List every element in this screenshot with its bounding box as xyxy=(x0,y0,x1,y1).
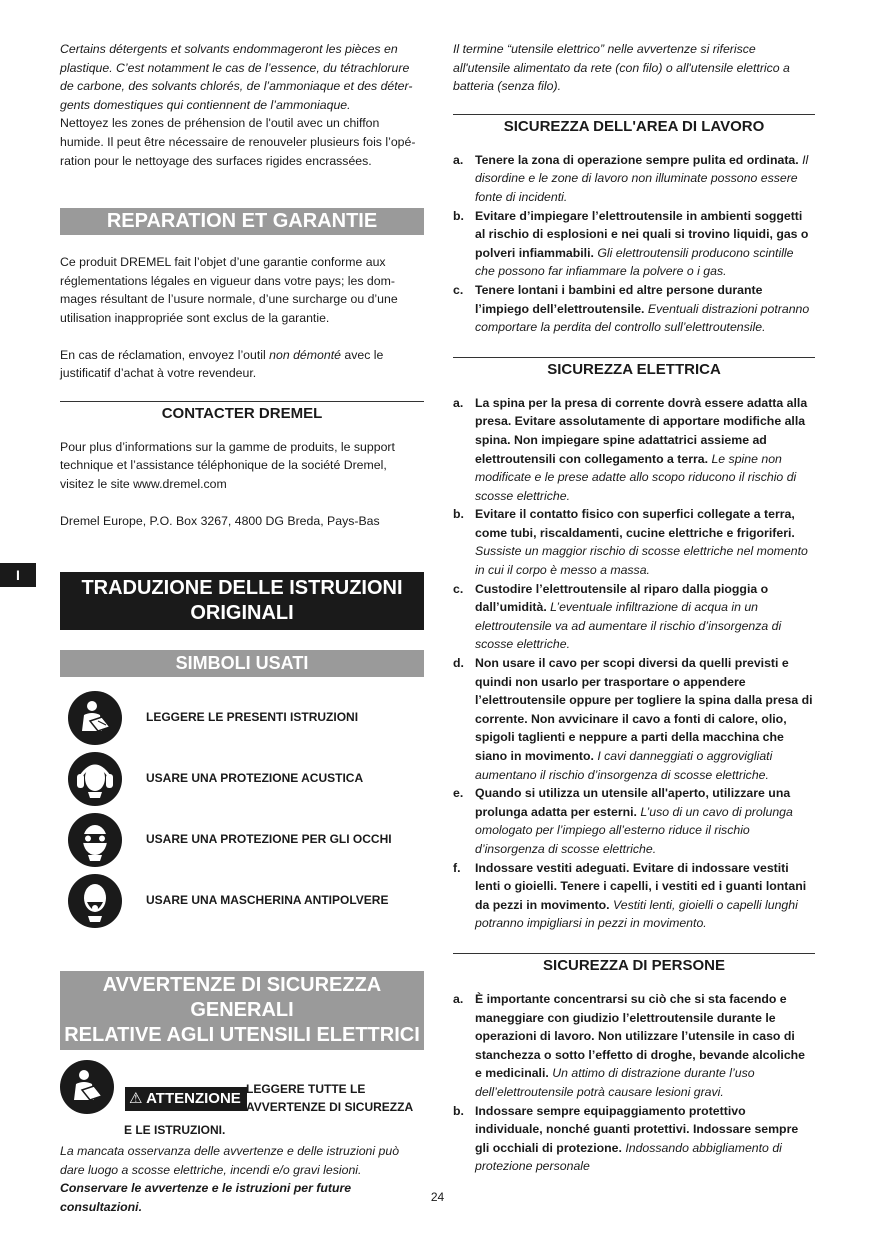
item-letter: b. xyxy=(453,1103,464,1118)
warning-consequence: La mancata osservanza delle avvertenze e delle istruzioni può dare luogo a scosse elettriche, incendi e/o gravi lesioni. xyxy=(60,1144,400,1177)
item-italic: Un attimo di distrazione durante l’uso dell’elettroutensile potrà causare lesioni gravi. xyxy=(475,1066,755,1099)
symbols-list xyxy=(60,687,424,931)
list-item xyxy=(453,654,815,784)
claim-text-emphasis: non démonté xyxy=(269,347,341,362)
read-manual-icon xyxy=(68,691,122,745)
read-manual-icon xyxy=(60,1060,114,1114)
electrical-heading: SICUREZZA ELETTRICA xyxy=(453,357,815,380)
translation-heading xyxy=(60,572,424,630)
symbol-row xyxy=(60,748,424,809)
item-italic: Gli elettroutensili producono scintille che possono far infiammare la polvere o i gas. xyxy=(475,245,794,279)
list-item xyxy=(453,1102,815,1176)
list-item xyxy=(453,394,815,506)
item-letter: a. xyxy=(453,395,464,410)
item-letter: c. xyxy=(453,282,464,297)
item-bold: Custodire l’elettroutensile al riparo dalla pioggia o dall’umidità. xyxy=(475,581,769,615)
item-bold: Evitare il contatto fisico con superfici collegate a terra, come tubi, riscaldamenti, cucine elettriche e frigoriferi. xyxy=(475,507,795,540)
contact-heading: CONTACTER DREMEL xyxy=(60,401,424,424)
list-item xyxy=(453,281,815,337)
symbols-heading: SIMBOLI USATI xyxy=(60,650,424,677)
list-item xyxy=(453,151,815,207)
item-letter: e. xyxy=(453,786,464,801)
item-bold: Quando si utilizza un utensile all'aperto, utilizzare una prolunga adatta per esterni. xyxy=(475,786,791,819)
contact-address: Dremel Europe, P.O. Box 3267, 4800 DG Breda, Pays-Bas xyxy=(60,513,380,528)
claim-text-b: avec le justificatif d’achat à votre revendeur. xyxy=(60,347,384,381)
symbol-row xyxy=(60,687,424,748)
item-letter: d. xyxy=(453,656,464,671)
item-letter: f. xyxy=(453,860,461,875)
item-letter: c. xyxy=(453,581,464,596)
work-area-heading: SICUREZZA DELL'AREA DI LAVORO xyxy=(453,114,815,137)
claim-text-a: En cas de réclamation, envoyez l’outil xyxy=(60,347,270,362)
eye-protection-icon xyxy=(68,813,122,867)
warning-triangle-icon: ⚠ xyxy=(129,1090,147,1108)
general-safety-heading-line1: AVVERTENZE DI SICUREZZA GENERALI xyxy=(102,974,382,1022)
item-italic: L’uso di un cavo di prolunga omologato per l’impiego all’esterno riduce il rischio d’insorgenza di scosse elettriche. xyxy=(475,804,793,856)
left-column xyxy=(60,40,424,1216)
attention-text: LEGGERE TUTTE LE AVVERTENZE DI SICUREZZA xyxy=(246,1082,414,1115)
item-italic: Indossando abbigliamento di protezione personale xyxy=(475,1140,782,1174)
cleaning-warning: Certains détergents et solvants endommageront les pièces en plastique. C’est notamment le cas de l’essence, du tétrachlorure de carbone, des solvants chlorés, de l’ammoniaque et des déter-gents domestiques qui contiennent de l’ammoniaque. xyxy=(60,42,413,112)
item-bold: Indossare sempre equipaggiamento protettivo individuale, nonché guanti protettivi. Indossare sempre gli occhiali di protezione. xyxy=(475,1103,799,1155)
warranty-paragraph: Ce produit DREMEL fait l’objet d’une garantie conforme aux réglementations légales en vigueur dans votre pays; les dom-mages résultant de l’usure normale, d’une surcharge ou d’une utilisation inappropriée sont exclus de la garantie. xyxy=(60,255,398,325)
symbol-label: LEGGERE LE PRESENTI ISTRUZIONI xyxy=(146,710,359,725)
warning-keep-instructions: Conservare le avvertenze e le istruzioni per future consultazioni. xyxy=(60,1181,352,1214)
cleaning-instructions: Nettoyez les zones de préhension de l'outil avec un chiffon humide. Il peut être nécessaire de renouveler plusieurs fois l’opé-ration pour le nettoyage des surfaces rigides encrassées. xyxy=(60,116,416,168)
item-italic: Il disordine e le zone di lavoro non illuminate possono essere fonte di incidenti. xyxy=(475,152,809,204)
item-bold: La spina per la presa di corrente dovrà essere adatta alla presa. Evitare assolutamente di apportare modifiche alla spina. Non impiegare spine adattatrici assieme ad elettroutensili con collegamento a terra. xyxy=(475,395,808,466)
item-italic: Le spine non modificate e le prese adatte allo scopo riducono il rischio di scosse elettriche. xyxy=(475,451,797,503)
item-italic: Eventuali distrazioni potranno comportare la perdita del controllo sull’elettroutensile. xyxy=(475,301,810,335)
contact-paragraph: Pour plus d’informations sur la gamme de produits, le support technique et l’assistance téléphonique de la société Dremel, visitez le site www.dremel.com xyxy=(60,439,395,491)
item-bold: Tenere lontani i bambini ed altre persone durante l’impiego dell’elettroutensile. xyxy=(475,282,763,316)
personal-safety-heading: SICUREZZA DI PERSONE xyxy=(453,953,815,976)
item-bold: È importante concentrarsi su ciò che si sta facendo e maneggiare con giudizio l’elettroutensile durante le operazioni di lavoro. Non utilizzare l’utensile in caso di stanchezza o sotto l’effetto di droghe, bevande alcoliche e medicinali. xyxy=(475,991,806,1081)
list-item xyxy=(453,580,815,654)
item-letter: a. xyxy=(453,991,464,1006)
symbol-label: USARE UNA PROTEZIONE ACUSTICA xyxy=(146,771,364,786)
item-italic: L’eventuale infiltrazione di acqua in un elettroutensile va ad aumentare il rischio d’insorgenza di scosse elettriche. xyxy=(475,600,782,652)
symbol-label: USARE UNA MASCHERINA ANTIPOLVERE xyxy=(146,893,389,908)
item-letter: a. xyxy=(453,152,464,167)
attention-text-continued: E LE ISTRUZIONI. xyxy=(124,1123,226,1138)
attention-block xyxy=(60,1060,424,1142)
dust-mask-icon xyxy=(68,874,122,928)
power-tool-definition: Il termine “utensile elettrico” nelle avvertenze si riferisce all'utensile alimentato da rete (con filo) o all'utensile elettrico a batteria (senza filo). xyxy=(453,42,790,94)
list-item xyxy=(453,784,815,858)
item-bold: Non usare il cavo per scopi diversi da quelli previsti e quindi non usarlo per trasportare o appendere l’elettroutensile oppure per togliere la spina dalla presa di corrente. Non avvicinare il cavo a fonti di calore, olio, spigoli taglienti e neppure a parti della macchina che siano in movimento. xyxy=(475,656,813,763)
attention-badge-label: ATTENZIONE xyxy=(146,1090,241,1108)
claim-paragraph xyxy=(60,346,424,383)
item-bold: Indossare vestiti adeguati. Evitare di indossare vestiti lenti o gioielli. Tenere i capelli, i vestiti ed i guanti lontani da pezzi in movimento. xyxy=(475,860,807,912)
item-italic: I cavi danneggiati o aggrovigliati aumentano il rischio d’insorgenza di scosse elettriche. xyxy=(475,749,773,782)
item-letter: b. xyxy=(453,208,464,223)
page-number: 24 xyxy=(430,1190,445,1204)
general-safety-heading-line2: RELATIVE AGLI UTENSILI ELETTRICI xyxy=(64,1024,420,1047)
symbol-label: USARE UNA PROTEZIONE PER GLI OCCHI xyxy=(146,832,392,847)
symbol-row xyxy=(60,809,424,870)
symbol-row xyxy=(60,870,424,931)
item-bold: Evitare d’impiegare l’elettroutensile in ambienti soggetti al rischio di esplosioni e nei quali si trovino liquidi, gas o polveri infiammabili. xyxy=(475,208,809,260)
item-italic: Sussiste un maggior rischio di scosse elettriche nel momento in cui il corpo è messo a massa. xyxy=(475,544,808,578)
right-column xyxy=(453,40,815,1176)
list-item xyxy=(453,859,815,933)
translation-heading-line1: TRADUZIONE DELLE ISTRUZIONI xyxy=(81,577,403,600)
item-bold: Tenere la zona di operazione sempre pulita ed ordinata. xyxy=(475,152,799,167)
repair-warranty-heading: REPARATION ET GARANTIE xyxy=(60,208,424,235)
list-item xyxy=(453,505,815,579)
general-safety-heading xyxy=(60,971,424,1050)
attention-badge xyxy=(125,1087,247,1111)
list-item xyxy=(453,990,815,1102)
language-tab: I xyxy=(0,563,36,587)
ear-protection-icon xyxy=(68,752,122,806)
item-letter: b. xyxy=(453,507,464,522)
translation-heading-line2: ORIGINALI xyxy=(190,602,294,625)
list-item xyxy=(453,207,815,281)
item-italic: Vestiti lenti, gioielli o capelli lunghi potranno impigliarsi in pezzi in movimento. xyxy=(475,897,798,931)
